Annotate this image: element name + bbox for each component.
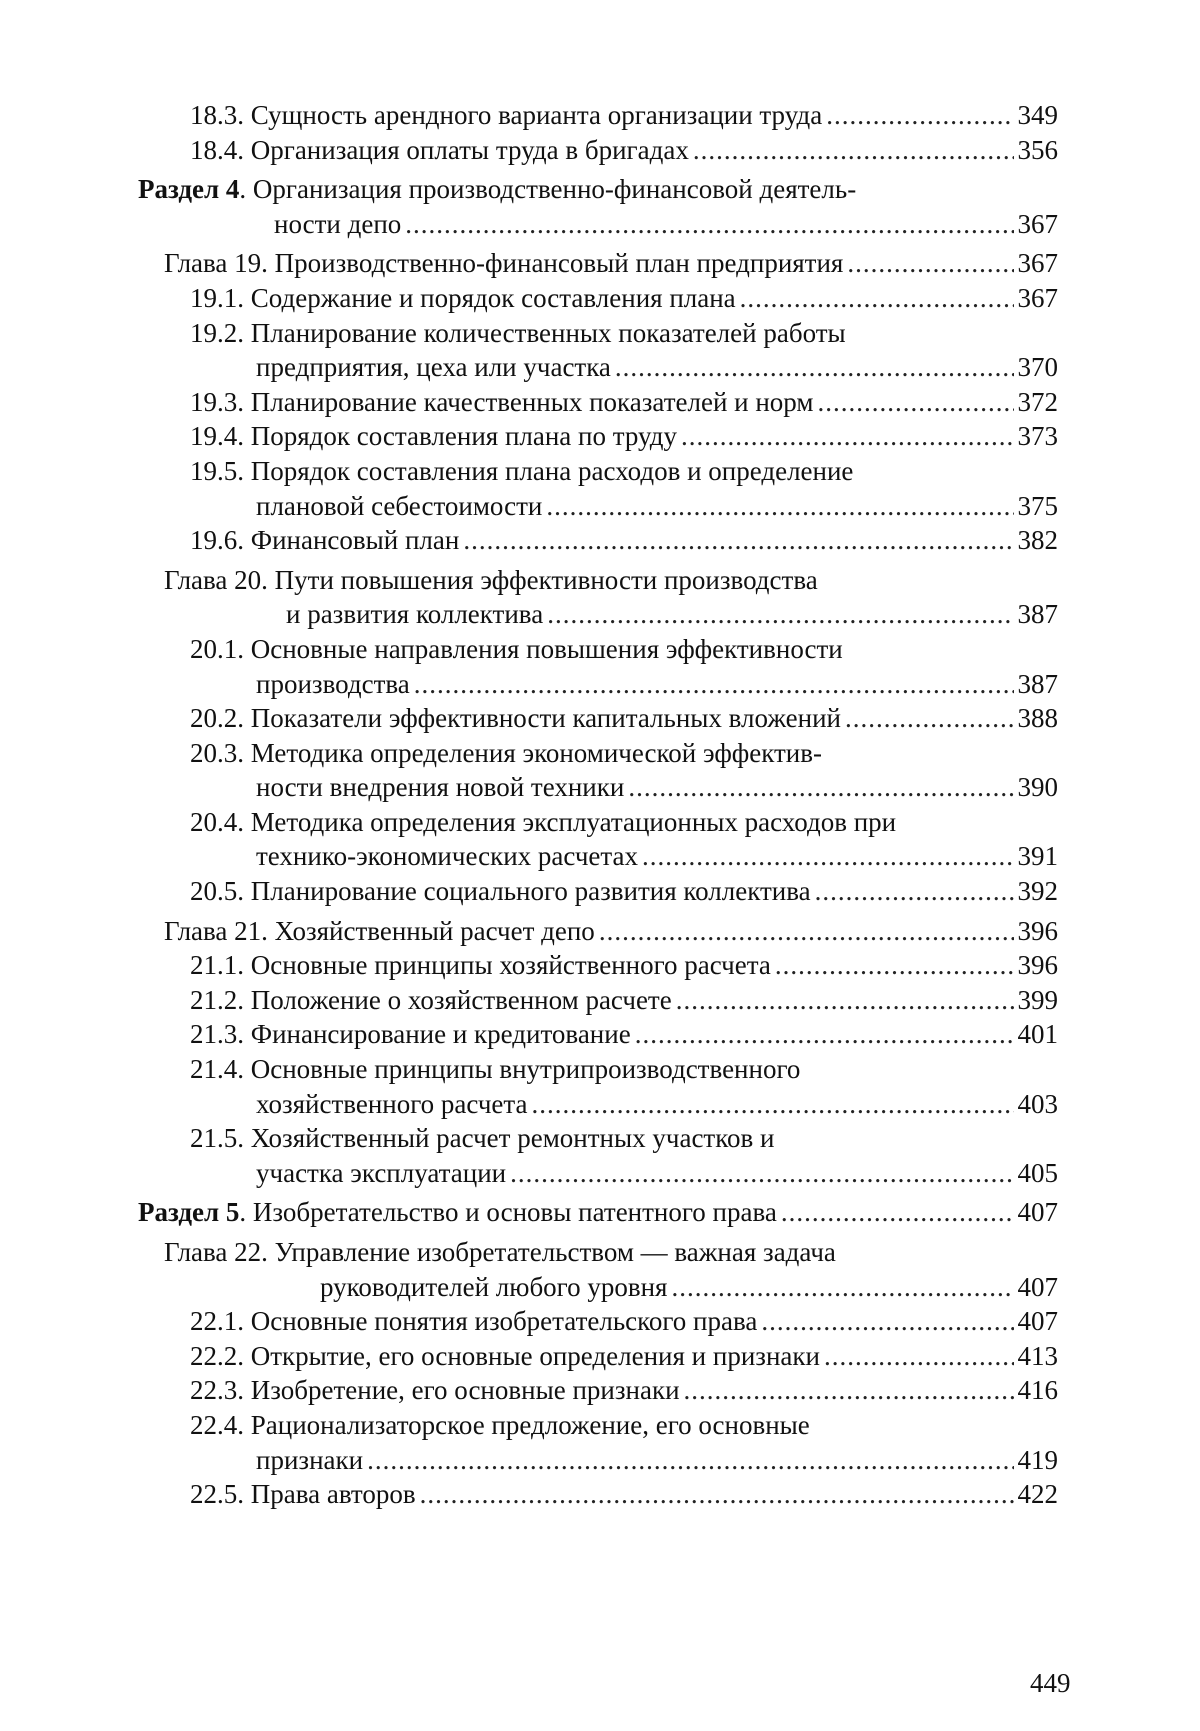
toc-entry-title — [256, 770, 624, 805]
toc-page-number: 396 — [1017, 915, 1058, 946]
toc-entry-title — [256, 489, 542, 524]
toc-entry-title — [190, 133, 689, 168]
toc-entry-line — [138, 1477, 1058, 1512]
dot-leader — [547, 597, 1013, 632]
toc-entry-line — [138, 736, 1058, 771]
toc-entry-text: и развития коллектива — [286, 599, 544, 630]
toc-entry — [138, 1373, 1058, 1408]
toc-entry — [138, 1052, 1058, 1121]
toc-entry — [138, 1235, 1058, 1304]
dot-leader — [628, 770, 1013, 805]
toc-entry-line — [138, 667, 1058, 702]
toc-entry-text: хозяйственного расчета — [256, 1088, 528, 1119]
dot-leader — [615, 350, 1014, 385]
dot-leader — [405, 207, 1013, 242]
toc-entry-text: ности депо — [274, 208, 402, 239]
toc-entry-title — [190, 632, 843, 667]
toc-entry-text: участка эксплуатации — [256, 1157, 507, 1188]
toc-entry-title — [190, 523, 459, 558]
toc-entry-text: ности внедрения новой техники — [256, 772, 625, 803]
toc-entry-title — [190, 874, 811, 909]
toc-entry-line — [138, 454, 1058, 489]
toc-entry-title — [190, 1408, 810, 1443]
dot-leader — [845, 701, 1014, 736]
page-number: 449 — [1030, 1668, 1071, 1698]
toc-entry — [138, 1477, 1058, 1512]
toc-entry-line — [138, 874, 1058, 909]
toc-entry-title — [190, 805, 896, 840]
toc-page-number: 367 — [1017, 248, 1058, 279]
toc-entry — [138, 316, 1058, 385]
toc-entry-text: 21.2. Положение о хозяйственном расчете — [190, 984, 672, 1015]
toc-entry-line — [138, 1087, 1058, 1122]
toc-entry-title — [190, 98, 822, 133]
toc-page-number: 388 — [1017, 703, 1058, 734]
toc-page-number: 396 — [1017, 950, 1058, 981]
toc-entry-line — [138, 1156, 1058, 1191]
toc-entry-title — [256, 667, 410, 702]
dot-leader — [635, 1017, 1014, 1052]
toc-entry-line — [138, 523, 1058, 558]
toc-entry-line — [138, 914, 1058, 949]
toc-entry — [138, 948, 1058, 983]
toc-entry-title — [190, 419, 677, 454]
toc-entry-line — [138, 563, 1058, 598]
toc-entry-title — [190, 701, 841, 736]
toc-entry — [138, 874, 1058, 909]
toc-entry-line — [138, 98, 1058, 133]
toc-entry — [138, 1408, 1058, 1477]
toc-entry-line — [138, 983, 1058, 1018]
toc-entry — [138, 1195, 1058, 1230]
toc-entry-title — [190, 736, 822, 771]
toc-page-number: 356 — [1017, 134, 1058, 165]
toc-entry-line — [138, 1270, 1058, 1305]
toc-entry-title — [190, 1304, 757, 1339]
dot-leader — [510, 1156, 1013, 1191]
toc-entry — [138, 454, 1058, 523]
toc-page-number: 407 — [1017, 1306, 1058, 1337]
dot-leader — [826, 98, 1013, 133]
toc-entry-text: 19.6. Финансовый план — [190, 525, 460, 556]
toc-entry — [138, 419, 1058, 454]
toc-entry — [138, 983, 1058, 1018]
dot-leader — [693, 133, 1014, 168]
toc-entry-title — [190, 281, 736, 316]
dot-leader — [740, 281, 1014, 316]
toc-page-number: 382 — [1017, 525, 1058, 556]
toc-entry-line — [138, 489, 1058, 524]
toc-entry-title — [138, 172, 856, 207]
toc-page-number: 399 — [1017, 984, 1058, 1015]
toc-page-number: 372 — [1017, 386, 1058, 417]
toc-page-number: 349 — [1017, 100, 1058, 130]
toc-page-number: 403 — [1017, 1088, 1058, 1119]
toc-entry-text: 20.3. Методика определения экономической эффектив- — [190, 737, 822, 768]
toc-entry-line — [138, 246, 1058, 281]
toc-entry-title — [256, 1443, 363, 1478]
toc-entry-text: 19.5. Порядок составления плана расходов и определение — [190, 455, 854, 486]
dot-leader — [775, 948, 1014, 983]
toc-page-number: 390 — [1017, 772, 1058, 803]
toc-entry-title — [190, 1477, 416, 1512]
toc-entry-text: 18.4. Организация оплаты труда в бригадах — [190, 134, 689, 165]
toc-page-number: 387 — [1017, 668, 1058, 699]
toc-entry-title — [256, 1087, 528, 1122]
toc-entry — [138, 98, 1058, 133]
toc-entry-line — [138, 1017, 1058, 1052]
toc-entry-text: признаки — [256, 1444, 364, 1475]
toc-entry-line — [138, 701, 1058, 736]
toc-entry-line — [138, 281, 1058, 316]
toc-entry-line — [138, 805, 1058, 840]
section-label: Раздел 5 — [138, 1197, 240, 1228]
toc-entry-text: . Изобретательство и основы патентного права — [239, 1197, 777, 1228]
toc-entry-line — [138, 1443, 1058, 1478]
toc-entry-line — [138, 419, 1058, 454]
toc-entry-text: 21.1. Основные принципы хозяйственного расчета — [190, 950, 771, 981]
toc-entry-title — [190, 316, 846, 351]
toc-entry-text: 18.3. Сущность арендного варианта организации труда — [190, 100, 823, 130]
toc-entry-line — [138, 1235, 1058, 1270]
toc-entry-text: 22.1. Основные понятия изобретательского права — [190, 1306, 758, 1337]
toc-entry-title — [164, 914, 595, 949]
toc-entry-title — [164, 246, 843, 281]
toc-page-number: 370 — [1017, 352, 1058, 383]
toc-entry-line — [138, 770, 1058, 805]
dot-leader — [546, 489, 1013, 524]
toc-page-number: 422 — [1017, 1479, 1058, 1510]
toc-entry-text: Глава 21. Хозяйственный расчет депо — [164, 915, 595, 946]
toc-entry-title — [190, 1373, 680, 1408]
toc-entry — [138, 246, 1058, 281]
toc-page-number: 375 — [1017, 490, 1058, 521]
dot-leader — [684, 1373, 1014, 1408]
toc-page-number: 367 — [1017, 282, 1058, 313]
toc-entry-text: Глава 22. Управление изобретательством — важная задача — [164, 1237, 836, 1267]
toc-entry — [138, 1339, 1058, 1374]
toc-entry-title — [190, 1017, 631, 1052]
dot-leader — [761, 1304, 1013, 1339]
toc-entry-title — [274, 207, 401, 242]
toc-entry — [138, 133, 1058, 168]
dot-leader — [671, 1270, 1013, 1305]
toc-entry-line — [138, 597, 1058, 632]
toc-entry — [138, 632, 1058, 701]
table-of-contents — [138, 98, 1058, 1512]
toc-page-number: 391 — [1017, 841, 1058, 872]
toc-entry-title — [256, 839, 638, 874]
toc-page-number: 419 — [1017, 1444, 1058, 1475]
toc-page-number: 367 — [1017, 208, 1058, 239]
toc-page-number: 392 — [1017, 876, 1058, 907]
dot-leader — [824, 1339, 1014, 1374]
toc-entry-line — [138, 1304, 1058, 1339]
dot-leader — [599, 914, 1014, 949]
toc-page-number: 405 — [1017, 1157, 1058, 1188]
toc-entry-text: Глава 20. Пути повышения эффективности производства — [164, 564, 818, 595]
dot-leader — [817, 385, 1013, 420]
toc-entry-line — [138, 385, 1058, 420]
toc-entry — [138, 701, 1058, 736]
toc-entry — [138, 563, 1058, 632]
toc-entry-text: 19.2. Планирование количественных показателей работы — [190, 317, 846, 348]
toc-entry-text: предприятия, цеха или участка — [256, 352, 611, 383]
dot-leader — [676, 983, 1014, 1018]
toc-page-number: 407 — [1017, 1271, 1058, 1302]
toc-entry-text: 20.4. Методика определения эксплуатационных расходов при — [190, 806, 897, 837]
toc-entry-title — [256, 1156, 506, 1191]
toc-entry-title — [190, 1121, 774, 1156]
toc-entry-line — [138, 1408, 1058, 1443]
toc-entry-line — [138, 1052, 1058, 1087]
toc-entry-text: 22.2. Открытие, его основные определения и признаки — [190, 1340, 820, 1371]
toc-entry-text: 20.2. Показатели эффективности капитальных вложений — [190, 703, 841, 734]
toc-entry-line — [138, 1195, 1058, 1230]
toc-entry-title — [190, 1052, 800, 1087]
toc-entry-text: 21.3. Финансирование и кредитование — [190, 1019, 631, 1050]
toc-entry-line — [138, 316, 1058, 351]
toc-entry-title — [190, 454, 853, 489]
toc-entry — [138, 1017, 1058, 1052]
toc-entry-text: 22.3. Изобретение, его основные признаки — [190, 1375, 680, 1406]
toc-entry-text: 22.5. Права авторов — [190, 1479, 416, 1510]
dot-leader — [642, 839, 1013, 874]
toc-entry-title — [164, 1235, 836, 1270]
toc-entry-line — [138, 172, 1058, 207]
toc-entry — [138, 172, 1058, 241]
toc-entry-text: плановой себестоимости — [256, 490, 543, 521]
toc-entry-text: руководителей любого уровня — [320, 1271, 668, 1302]
toc-entry-line — [138, 350, 1058, 385]
toc-page-number: 413 — [1017, 1340, 1058, 1371]
toc-entry-text: 21.5. Хозяйственный расчет ремонтных участков и — [190, 1123, 775, 1154]
toc-entry-text: производства — [256, 668, 410, 699]
dot-leader — [420, 1477, 1014, 1512]
toc-entry-line — [138, 948, 1058, 983]
toc-entry-text: 21.4. Основные принципы внутрипроизводственного — [190, 1054, 801, 1085]
toc-entry-line — [138, 1339, 1058, 1374]
dot-leader — [681, 419, 1013, 454]
dot-leader — [532, 1087, 1014, 1122]
toc-entry-line — [138, 1121, 1058, 1156]
toc-entry-title — [190, 948, 771, 983]
toc-entry — [138, 736, 1058, 805]
toc-entry-text: Глава 19. Производственно-финансовый план предприятия — [164, 248, 844, 279]
dot-leader — [781, 1195, 1014, 1230]
toc-entry-title — [256, 350, 611, 385]
dot-leader — [463, 523, 1013, 558]
dot-leader — [414, 667, 1014, 702]
dot-leader — [847, 246, 1013, 281]
section-label: Раздел 4 — [138, 174, 240, 205]
toc-entry-line — [138, 632, 1058, 667]
toc-entry-text: 20.1. Основные направления повышения эффективности — [190, 633, 843, 664]
toc-entry-text: технико-экономических расчетах — [256, 841, 639, 872]
toc-entry-title — [320, 1270, 667, 1305]
toc-page-number: 407 — [1017, 1197, 1058, 1228]
toc-page-number: 373 — [1017, 421, 1058, 452]
toc-entry-title — [190, 1339, 820, 1374]
toc-entry — [138, 281, 1058, 316]
toc-page-number: 387 — [1017, 599, 1058, 630]
toc-entry-line — [138, 1373, 1058, 1408]
toc-entry-text: 19.4. Порядок составления плана по труду — [190, 421, 678, 452]
toc-entry-text: 19.1. Содержание и порядок составления плана — [190, 282, 736, 313]
toc-entry — [138, 523, 1058, 558]
toc-entry-title — [164, 563, 818, 598]
toc-entry-line — [138, 133, 1058, 168]
toc-entry-text: . Организация производственно-финансовой деятель- — [239, 174, 857, 205]
toc-entry-line — [138, 207, 1058, 242]
toc-entry-line — [138, 839, 1058, 874]
toc-page-number: 401 — [1017, 1019, 1058, 1050]
toc-entry-title — [190, 983, 672, 1018]
toc-entry-title — [286, 597, 543, 632]
dot-leader — [367, 1443, 1013, 1478]
toc-entry — [138, 385, 1058, 420]
toc-entry-title — [138, 1195, 777, 1230]
toc-page-number: 416 — [1017, 1375, 1058, 1406]
dot-leader — [815, 874, 1014, 909]
toc-entry-text: 22.4. Рационализаторское предложение, его основные — [190, 1409, 810, 1440]
toc-entry — [138, 1121, 1058, 1190]
toc-entry-title — [190, 385, 813, 420]
toc-entry — [138, 1304, 1058, 1339]
toc-entry-text: 20.5. Планирование социального развития коллектива — [190, 876, 811, 907]
toc-entry — [138, 914, 1058, 949]
toc-entry-text: 19.3. Планирование качественных показателей и норм — [190, 386, 814, 417]
toc-entry — [138, 805, 1058, 874]
